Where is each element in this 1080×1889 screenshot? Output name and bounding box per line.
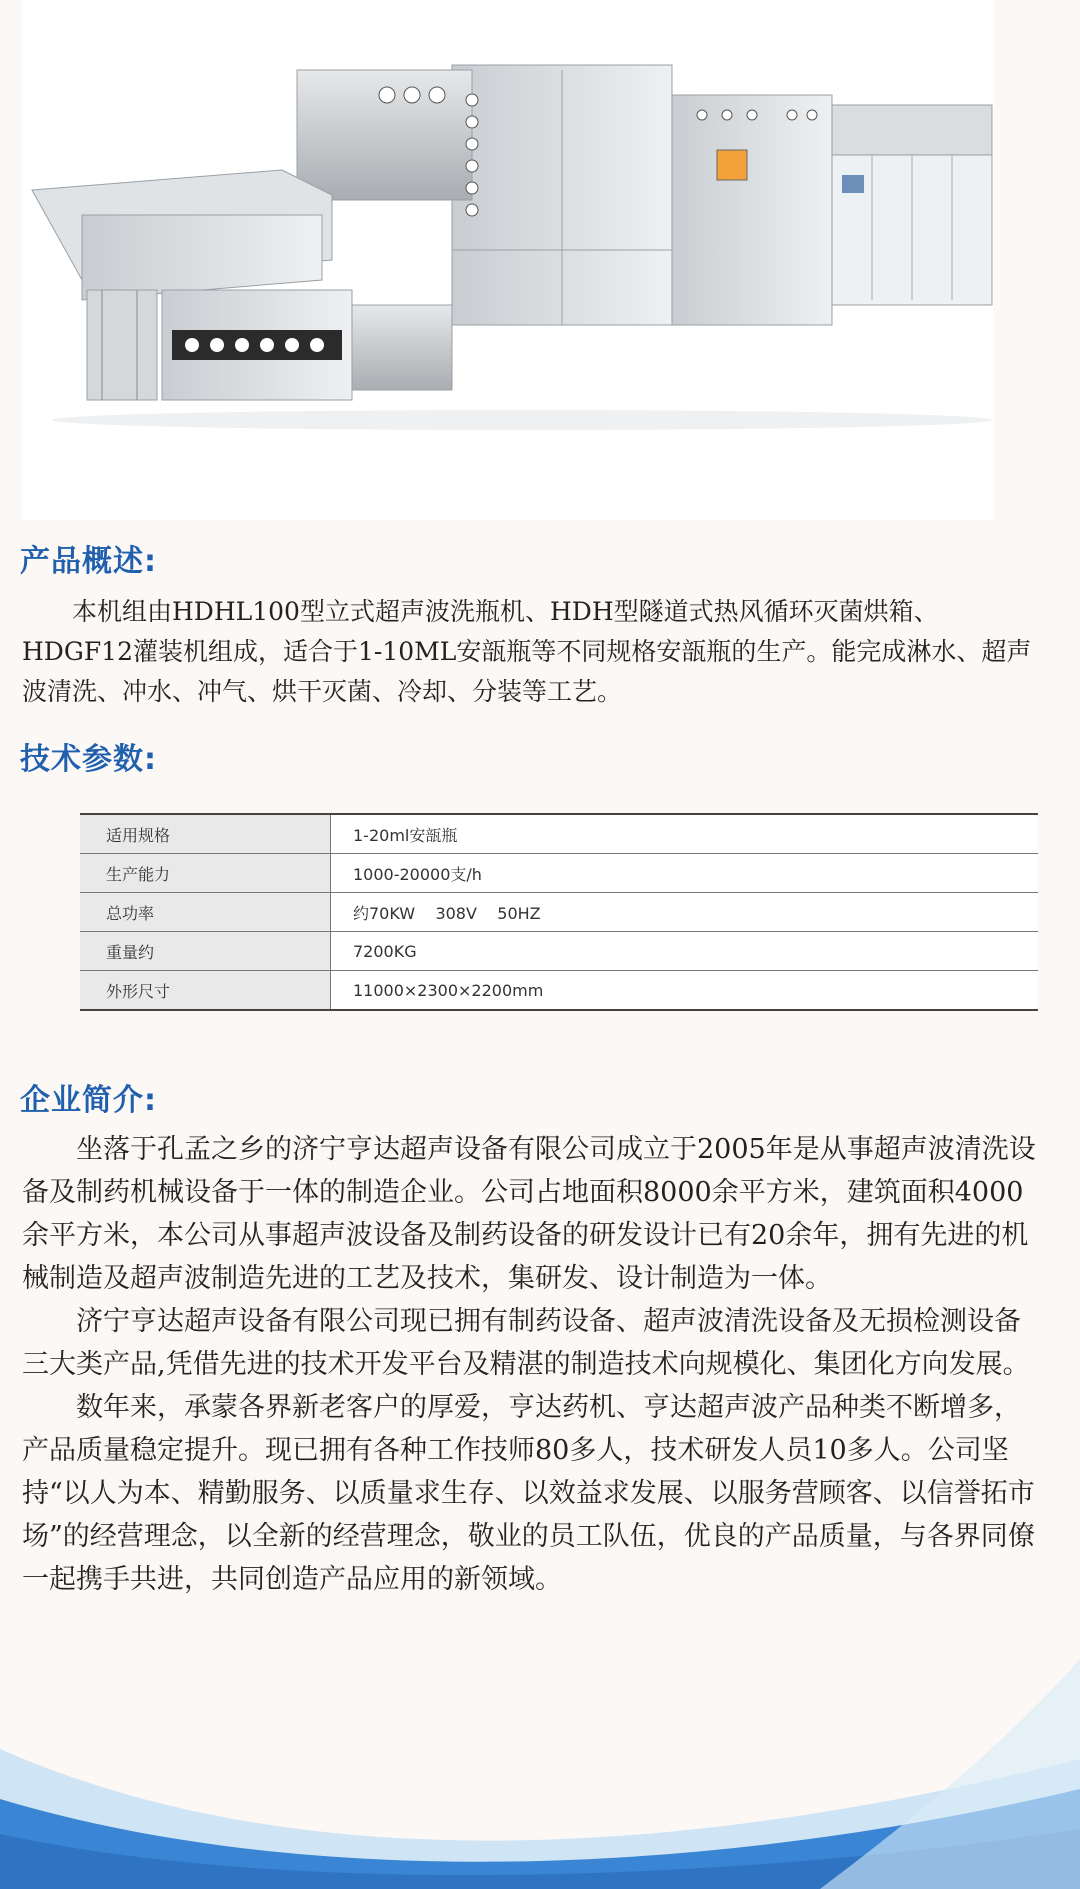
spec-value: 约70KW 308V 50HZ: [331, 893, 1039, 932]
specs-heading: 技术参数:: [20, 742, 157, 777]
table-row: [80, 854, 1038, 893]
machine-illustration: [22, 0, 994, 520]
spec-value: 1-20ml安瓿瓶: [331, 814, 1039, 854]
table-row: [80, 814, 1038, 854]
spec-value: 7200KG: [331, 932, 1039, 971]
overview-text: 本机组由HDHL100型立式超声波洗瓶机、HDH型隧道式热风循环灭菌烘箱、HDGF12灌装机组成，适合于1-10ML安瓿瓶等不同规格安瓿瓶的生产。能完成淋水、超声波清洗、冲水、冲气、烘干灭菌、冷却、分装等工艺。: [22, 597, 1032, 706]
company-text: [22, 1128, 1042, 1601]
spec-label: 适用规格: [80, 814, 331, 854]
specs-table: [80, 813, 1038, 1011]
table-row: [80, 932, 1038, 971]
product-photo: [22, 0, 994, 520]
decorative-wave: [0, 1629, 1080, 1889]
spec-value: 1000-20000支/h: [331, 854, 1039, 893]
spec-value: 11000×2300×2200mm: [331, 971, 1039, 1011]
spec-label: 外形尺寸: [80, 971, 331, 1011]
company-paragraph-1: 坐落于孔孟之乡的济宁亨达超声设备有限公司成立于2005年是从事超声波清洗设备及制药机械设备于一体的制造企业。公司占地面积8000余平方米，建筑面积4000余平方米，本公司从事超声波设备及制药设备的研发设计已有20余年，拥有先进的机械制造及超声波制造先进的工艺及技术，集研发、设计制造为一体。: [22, 1134, 1036, 1294]
table-row: [80, 893, 1038, 932]
company-heading: 企业简介:: [20, 1083, 157, 1118]
spec-label: 重量约: [80, 932, 331, 971]
table-row: [80, 971, 1038, 1011]
spec-label: 生产能力: [80, 854, 331, 893]
overview-heading: 产品概述:: [20, 544, 157, 579]
company-paragraph-3: 数年来，承蒙各界新老客户的厚爱，亨达药机、亨达超声波产品种类不断增多，产品质量稳定提升。现已拥有各种工作技师80多人，技术研发人员10多人。公司坚持“以人为本、精勤服务、以质量求生存、以效益求发展、以服务营顾客、以信誉拓市场”的经营理念，以全新的经营理念，敬业的员工队伍，优良的产品质量，与各界同僚一起携手共进，共同创造产品应用的新领域。: [22, 1392, 1035, 1595]
spec-label: 总功率: [80, 893, 331, 932]
company-paragraph-2: 济宁亨达超声设备有限公司现已拥有制药设备、超声波清洗设备及无损检测设备三大类产品,凭借先进的技术开发平台及精湛的制造技术向规模化、集团化方向发展。: [22, 1306, 1030, 1380]
